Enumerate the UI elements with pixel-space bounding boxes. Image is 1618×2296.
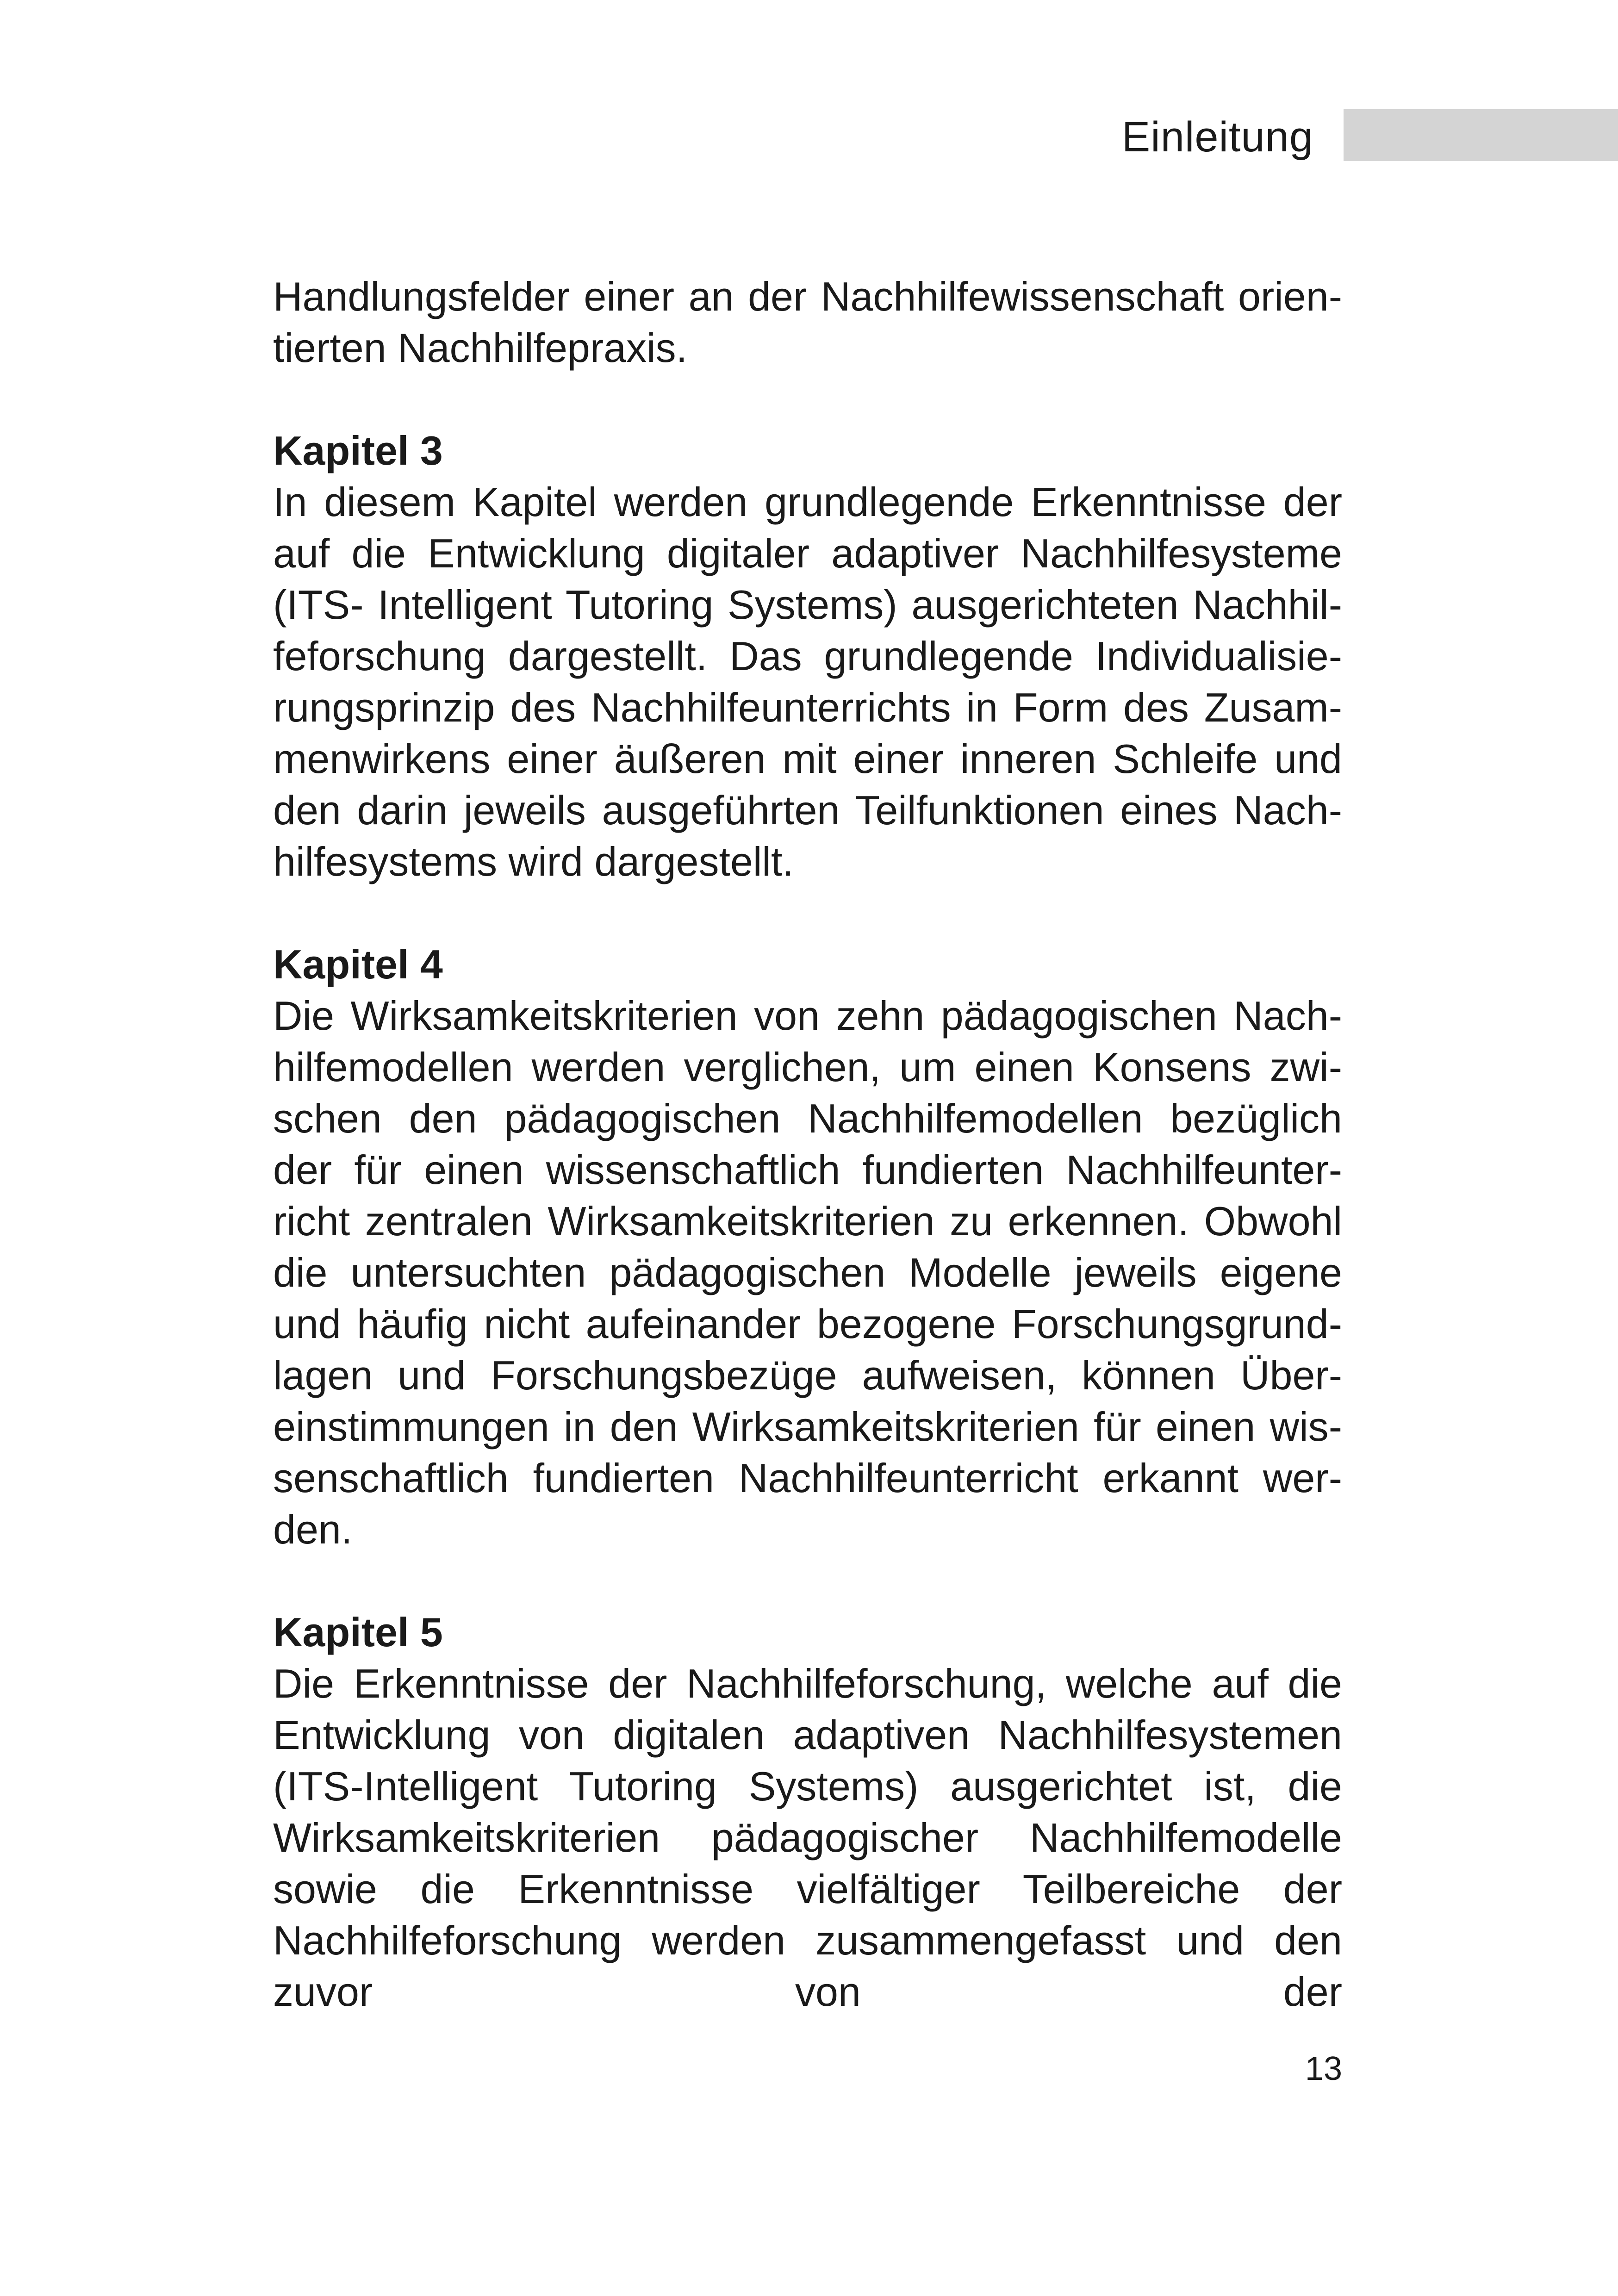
page-number: 13 xyxy=(1305,2050,1342,2087)
section-kapitel-3 xyxy=(273,425,1342,887)
page-body xyxy=(273,271,1342,2017)
section-kapitel-4 xyxy=(273,939,1342,1555)
intro-paragraph: Handlungsfelder einer an der Nachhilfewissenschaft orientierten Nachhilfepraxis. xyxy=(273,274,1342,371)
section-heading: Kapitel 4 xyxy=(273,941,443,987)
section-paragraph: Die Erkenntnisse der Nachhilfeforschung, welche auf die Entwicklung von digitalen adaptiven Nachhilfesystemen (ITS-Intelligent Tutoring Systems) ausgerichtet ist, die Wirksamkeitskriterien pädagogischer Nachhilfemodelle sowie die Erkenntnisse vielfältiger Teilbereiche der Nachhilfeforschung werden zusammengefasst und den zuvor von der xyxy=(273,1661,1342,2015)
running-header-title: Einleitung xyxy=(1121,113,1313,161)
section-paragraph: Die Wirksamkeitskriterien von zehn pädagogischen Nachhilfemodellen werden verglichen, um einen Konsens zwischen den pädagogischen Nachhilfemodellen bezüglich der für einen wissenschaftlich fundierten Nachhilfeunterricht zentralen Wirksamkeitskriterien zu erkennen. Obwohl die untersuchten pädagogischen Modelle jeweils eigene und häufig nicht aufeinander bezogene Forschungsgrundlagen und Forschungsbezüge aufweisen, können Übereinstimmungen in den Wirksamkeitskriterien für einen wissenschaftlich fundierten Nachhilfeunterricht erkannt werden. xyxy=(273,993,1342,1552)
section-heading: Kapitel 3 xyxy=(273,428,443,473)
section-heading: Kapitel 5 xyxy=(273,1609,443,1655)
header-tab-bar xyxy=(1344,109,1618,161)
section-paragraph: In diesem Kapitel werden grundlegende Erkenntnisse der auf die Entwicklung digitaler adaptiver Nachhilfesysteme (ITS- Intelligent Tutoring Systems) ausgerichteten Nachhilfeforschung dargestellt. Das grundlegende Individualisierungsprinzip des Nachhilfeunterrichts in Form des Zusammenwirkens einer äußeren mit einer inneren Schleife und den darin jeweils ausgeführten Teilfunktionen eines Nachhilfesystems wird dargestellt. xyxy=(273,479,1342,884)
section-kapitel-5 xyxy=(273,1606,1342,2017)
